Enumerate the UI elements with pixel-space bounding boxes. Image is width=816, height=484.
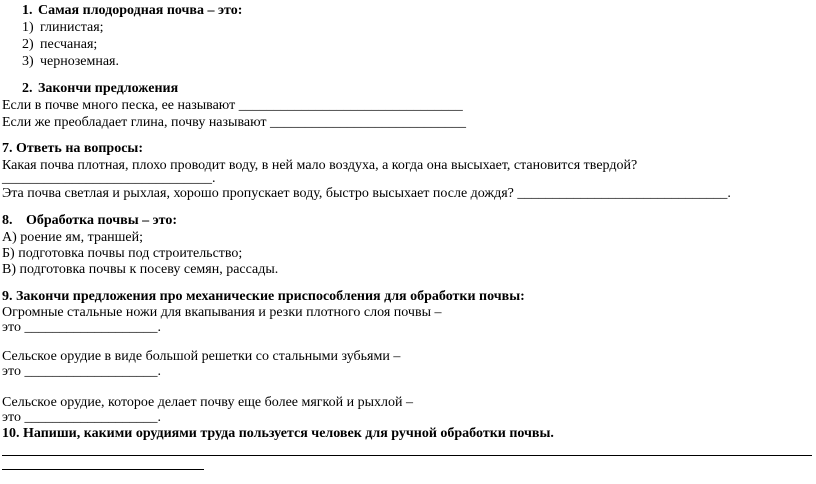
q1-option-2	[22, 37, 97, 53]
q8-option-a: А) роение ям, траншей;	[2, 230, 144, 245]
q1-option-3	[22, 54, 119, 70]
q1-option-text: глинистая;	[40, 20, 104, 35]
q1-option-text: песчаная;	[40, 37, 98, 52]
q8-option-c: В) подготовка почвы к посеву семян, рассады.	[2, 262, 279, 277]
q7-question-1: Какая почва плотная, плохо проводит воду, в ней мало воздуха, а когда она высыхает, становится твердой?	[2, 158, 638, 173]
q9-sentence-3: Сельское орудие, которое делает почву еще более мягкой и рыхлой –	[2, 395, 414, 410]
q1-option-number: 2)	[22, 37, 34, 52]
q2-title: Закончи предложения	[38, 81, 179, 96]
q2-sentence-1: Если в почве много песка, ее называют ________________________________	[2, 98, 463, 113]
q9-sentence-1: Огромные стальные ножи для вкапывания и резки плотного слоя почвы –	[2, 305, 442, 320]
q9-sentence-2: Сельское орудие в виде большой решетки со стальными зубьями –	[2, 349, 401, 364]
q1-option-1	[22, 20, 104, 36]
q9-sentence-1-blank: это ___________________.	[2, 320, 161, 335]
q8-number: 8.	[2, 213, 13, 228]
q8-option-b: Б) подготовка почвы под строительство;	[2, 246, 243, 261]
q1-option-text: черноземная.	[40, 54, 119, 69]
q1-number: 1.	[22, 3, 33, 18]
q9-sentence-2-blank: это ___________________.	[2, 364, 161, 379]
q2-sentence-2: Если же преобладает глина, почву называют ____________________________	[2, 115, 466, 130]
q9-sentence-3-blank: это ___________________.	[2, 410, 161, 425]
q10-heading: 10. Напиши, какими орудиями труда пользуется человек для ручной обработки почвы.	[2, 426, 554, 441]
q7-heading: 7. Ответь на вопросы:	[2, 141, 144, 156]
q10-answer-line-2	[2, 469, 204, 470]
q2-heading	[22, 81, 178, 97]
q7-answer-blank-1: ______________________________.	[2, 171, 216, 186]
q7-question-2: Эта почва светлая и рыхлая, хорошо пропускает воду, быстро высыхает после дождя? ______________________________.	[2, 186, 731, 201]
q2-number: 2.	[22, 81, 33, 96]
q10-answer-line-1	[2, 455, 812, 456]
q1-title: Самая плодородная почва – это:	[38, 3, 243, 18]
q8-heading	[2, 213, 177, 229]
q8-title: Обработка почвы – это:	[26, 213, 178, 228]
q1-heading	[22, 3, 242, 19]
q1-option-number: 1)	[22, 20, 34, 35]
q9-heading: 9. Закончи предложения про механические приспособления для обработки почвы:	[2, 289, 525, 304]
q1-option-number: 3)	[22, 54, 34, 69]
